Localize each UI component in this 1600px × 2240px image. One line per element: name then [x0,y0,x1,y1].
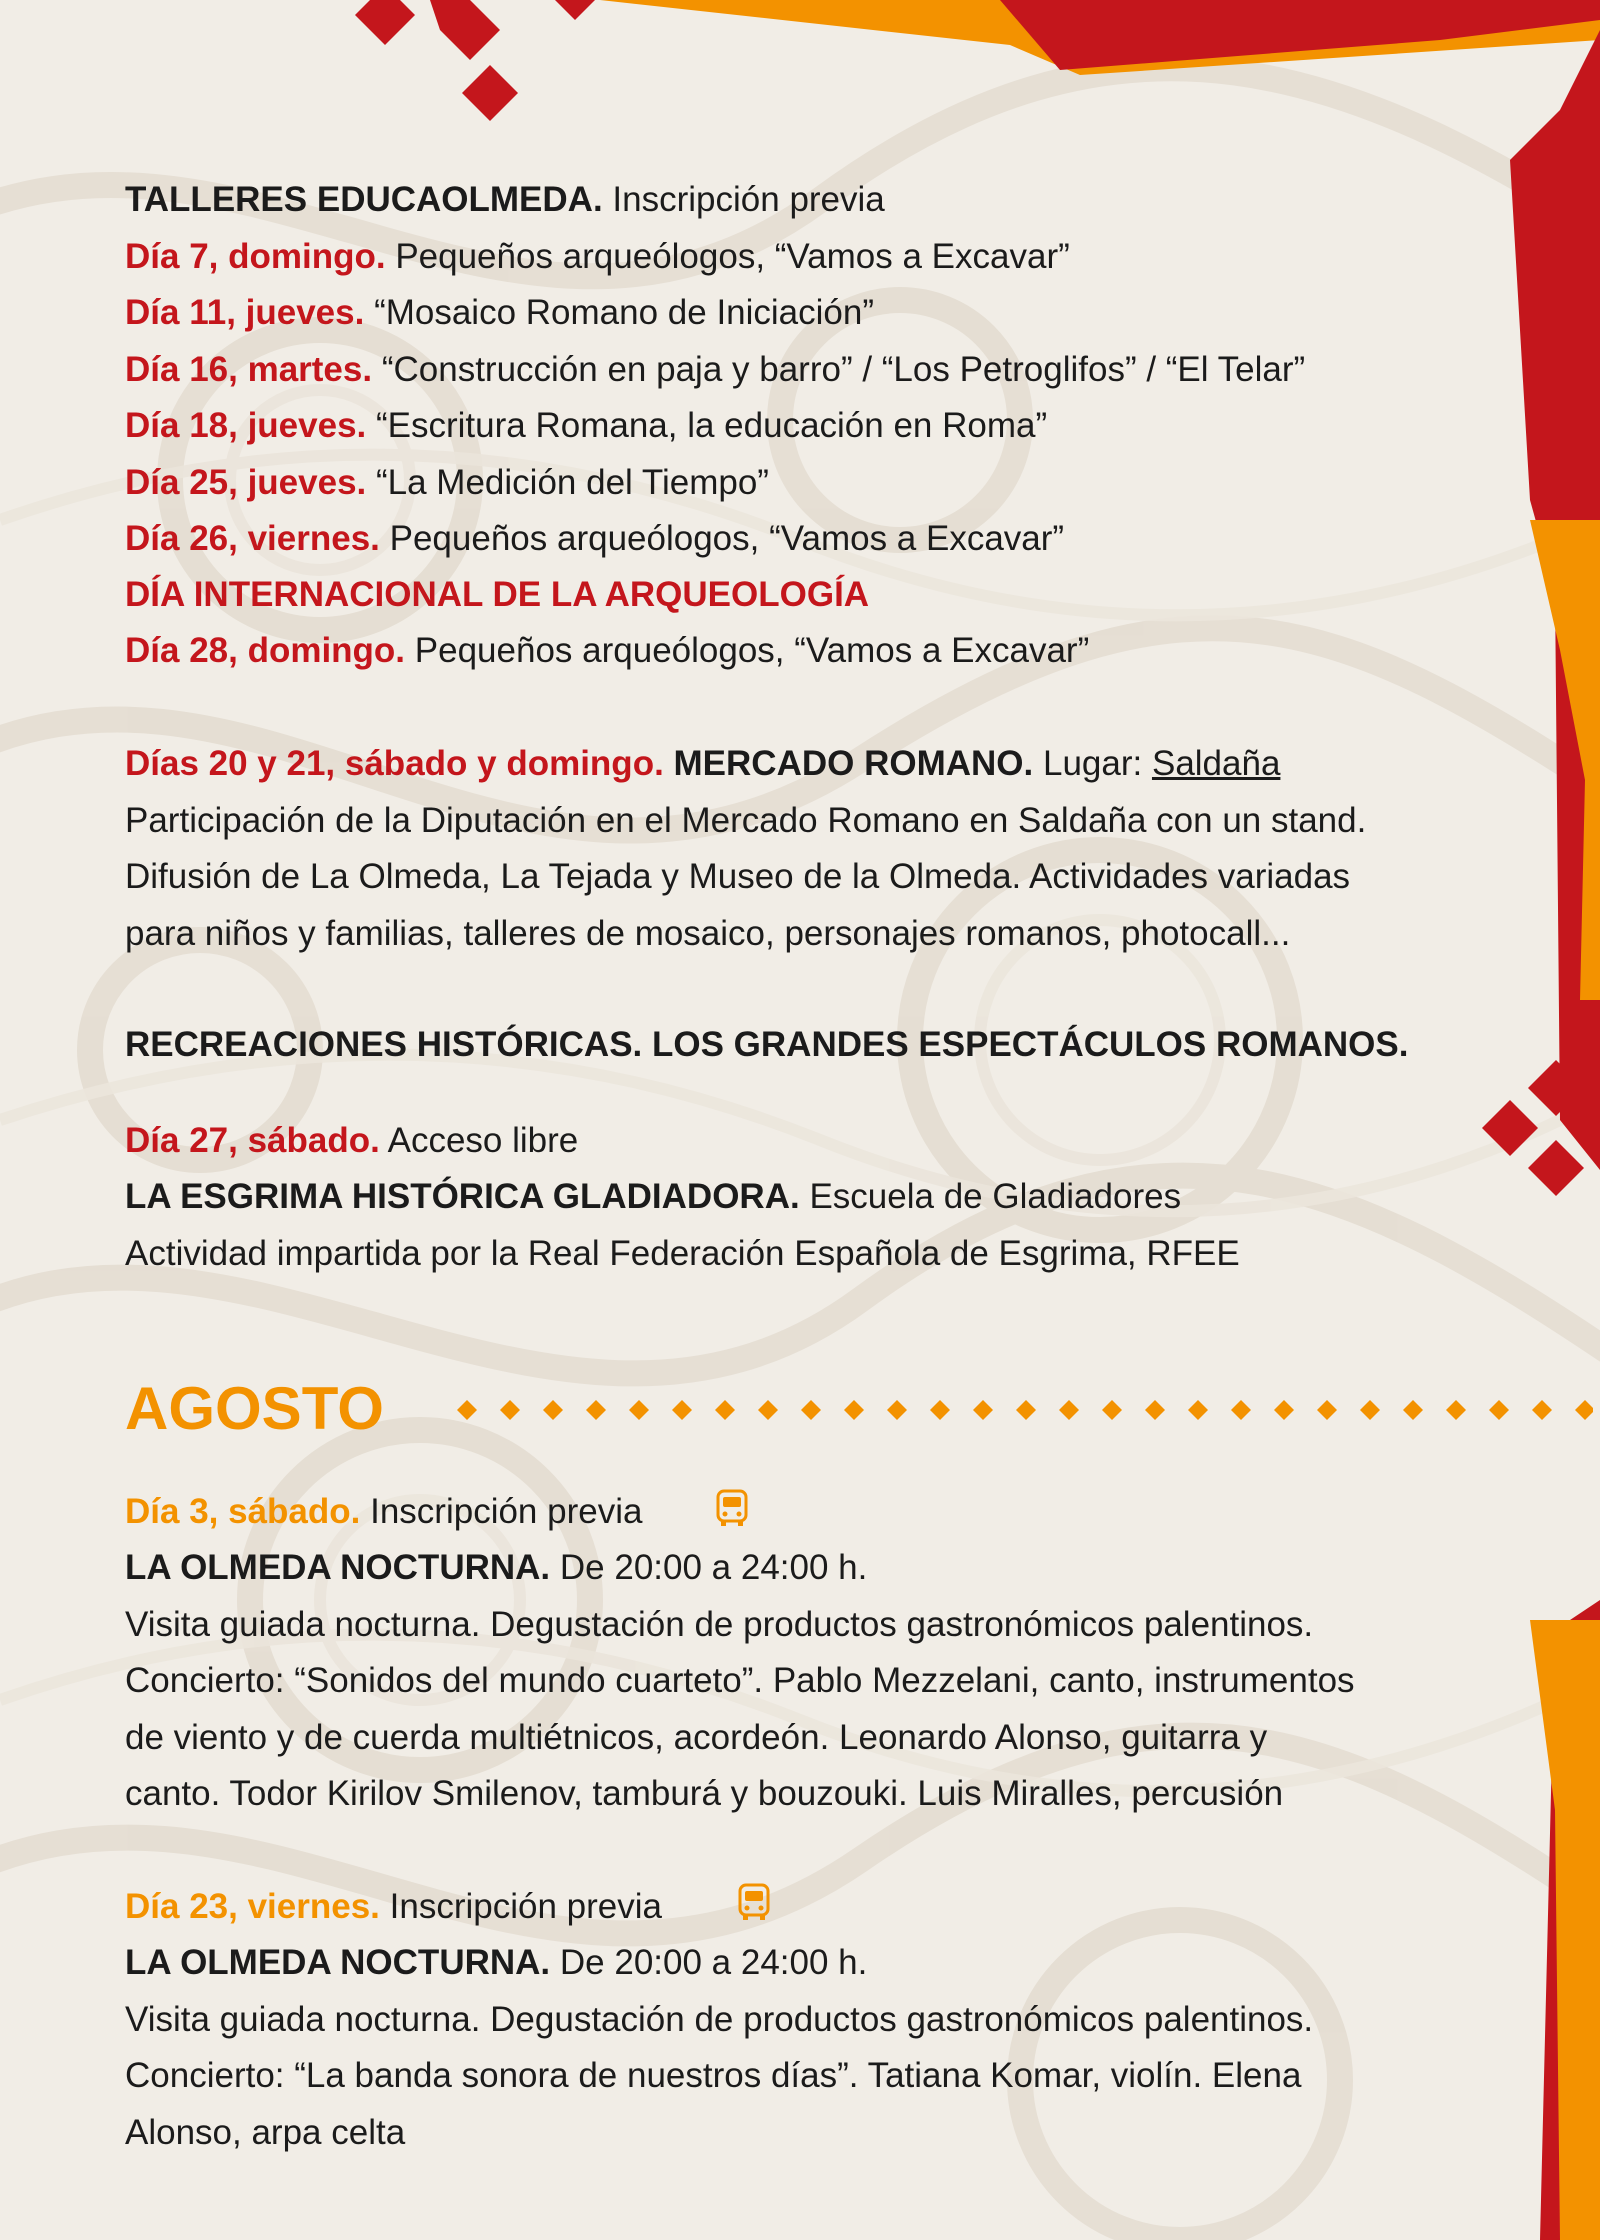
event-text: Pequeños arqueólogos, “Vamos a Excavar” [389,519,1065,558]
list-item [125,461,769,505]
mercado-heading [125,742,1280,786]
recreaciones-title: RECREACIONES HISTÓRICAS. LOS GRANDES ESPECTÁCULOS ROMANOS. [125,1025,1409,1064]
mercado-title: MERCADO ROMANO. [673,744,1034,783]
list-item [125,348,1305,392]
list-item [125,235,1070,279]
agosto-event-2-title [125,1941,867,1985]
registration-note: Inscripción previa [389,1887,662,1926]
esgrima-description: Actividad impartida por la Real Federación Española de Esgrima, RFEE [125,1234,1240,1273]
mercado-description-line: Difusión de La Olmeda, La Tejada y Museo de la Olmeda. Actividades variadas [125,857,1351,896]
event-text: “Construcción en paja y barro” / “Los Petroglifos” / “El Telar” [381,350,1306,389]
event-text: Pequeños arqueólogos, “Vamos a Excavar” [414,631,1090,670]
event-text: Pequeños arqueólogos, “Vamos a Excavar” [395,237,1070,276]
event-description-line: Concierto: “La banda sonora de nuestros días”. Tatiana Komar, violín. Elena [125,2056,1302,2095]
event-description-line: Concierto: “Sonidos del mundo cuarteto”. Pablo Mezzelani, canto, instrumentos [125,1661,1355,1700]
mercado-description-line: para niños y familias, talleres de mosaico, personajes romanos, photocall... [125,914,1291,953]
event-schedule: De 20:00 a 24:00 h. [559,1548,868,1587]
agosto-event-1-day [125,1490,642,1534]
mercado-description-line: Participación de la Diputación en el Mercado Romano en Saldaña con un stand. [125,801,1367,840]
event-schedule: De 20:00 a 24:00 h. [559,1943,868,1982]
event-day: Día 18, jueves. [125,406,367,445]
list-item [125,291,874,335]
agosto-event-1-title [125,1546,867,1590]
event-title: LA OLMEDA NOCTURNA. [125,1548,551,1587]
list-item [125,517,1064,561]
event-description-line: Visita guiada nocturna. Degustación de productos gastronómicos palentinos. [125,2000,1314,2039]
event-day: Día 28, domingo. [125,631,406,670]
event-title: LA ESGRIMA HISTÓRICA GLADIADORA. [125,1177,800,1216]
event-day: Día 26, viernes. [125,519,380,558]
event-title: LA OLMEDA NOCTURNA. [125,1943,551,1982]
event-day: Día 3, sábado. [125,1492,361,1531]
event-day: Día 16, martes. [125,350,373,389]
recreaciones-day [125,1119,578,1163]
place-label: Lugar: [1042,744,1143,783]
event-description-line: Visita guiada nocturna. Degustación de productos gastronómicos palentinos. [125,1605,1314,1644]
talleres-heading [125,178,885,222]
event-day: Días 20 y 21, sábado y domingo. [125,744,664,783]
esgrima-heading [125,1175,1181,1219]
event-day: Día 7, domingo. [125,237,386,276]
event-text: “Mosaico Romano de Iniciación” [374,293,875,332]
event-description-line: canto. Todor Kirilov Smilenov, tamburá y bouzouki. Luis Miralles, percusión [125,1774,1284,1813]
event-description-line: de viento y de cuerda multiétnicos, acordeón. Leonardo Alonso, guitarra y [125,1718,1268,1757]
agosto-event-2-day [125,1885,662,1929]
month-heading-agosto: AGOSTO [125,1375,384,1442]
registration-note: Inscripción previa [370,1492,643,1531]
arqueologia-day-title: DÍA INTERNACIONAL DE LA ARQUEOLOGÍA [125,575,870,614]
bus-icon [735,1882,773,1922]
event-detail: Escuela de Gladiadores [809,1177,1182,1216]
talleres-title: TALLERES EDUCAOLMEDA. [125,180,603,219]
place-link[interactable]: Saldaña [1151,744,1281,783]
event-day: Día 27, sábado. [125,1121,380,1160]
bus-icon [713,1488,751,1528]
talleres-note: Inscripción previa [612,180,885,219]
access-note: Acceso libre [387,1121,579,1160]
list-item [125,629,1089,673]
diamond-divider [455,1395,1595,1425]
event-description-line: Alonso, arpa celta [125,2113,406,2152]
event-day: Día 25, jueves. [125,463,367,502]
event-day: Día 23, viernes. [125,1887,380,1926]
event-text: “La Medición del Tiempo” [376,463,769,502]
event-day: Día 11, jueves. [125,293,365,332]
list-item [125,404,1047,448]
event-text: “Escritura Romana, la educación en Roma” [376,406,1048,445]
